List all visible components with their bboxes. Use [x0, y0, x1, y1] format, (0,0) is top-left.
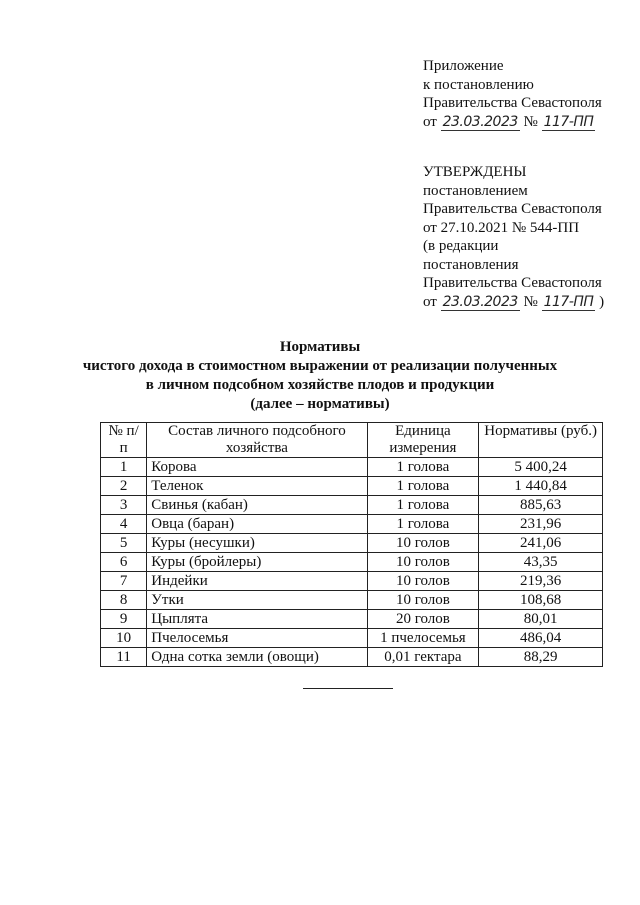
- appendix-line-3: Правительства Севастополя: [423, 95, 602, 111]
- cell-num: 6: [101, 553, 147, 572]
- approved-handwritten-date: 23.03.2023: [442, 293, 518, 310]
- cell-value: 88,29: [479, 648, 603, 667]
- approved-number-prefix: №: [523, 293, 538, 310]
- cell-unit: 1 голова: [367, 515, 479, 534]
- approved-line-5: постановления: [423, 256, 519, 273]
- header-unit: Единица измерения: [367, 423, 479, 458]
- appendix-block: [423, 57, 602, 131]
- table-row: [101, 496, 603, 515]
- approved-block: [423, 163, 604, 311]
- table-row: [101, 610, 603, 629]
- document-title: [0, 338, 640, 414]
- cell-value: 80,01: [479, 610, 603, 629]
- approved-line-2: Правительства Севастополя: [423, 201, 602, 217]
- cell-unit: 20 голов: [367, 610, 479, 629]
- cell-name: Корова: [147, 458, 367, 477]
- cell-num: 3: [101, 496, 147, 515]
- cell-value: 241,06: [479, 534, 603, 553]
- table-row: [101, 572, 603, 591]
- cell-unit: 1 голова: [367, 496, 479, 515]
- approved-line-4: (в редакции: [423, 238, 499, 254]
- approved-date-prefix: от: [423, 293, 437, 310]
- header-value: Нормативы (руб.): [479, 423, 603, 458]
- cell-value: 231,96: [479, 515, 603, 534]
- appendix-line-1: Приложение: [423, 58, 504, 74]
- cell-num: 5: [101, 534, 147, 553]
- cell-num: 4: [101, 515, 147, 534]
- appendix-handwritten-date: 23.03.2023: [442, 113, 518, 130]
- table-row: [101, 477, 603, 496]
- approved-date-line: [423, 293, 604, 312]
- appendix-line-2: к постановлению: [423, 76, 534, 93]
- header-name: Состав личного подсобного хозяйства: [147, 423, 367, 458]
- approved-handwritten-number: 117-ПП: [543, 293, 594, 310]
- approved-heading: УТВЕРЖДЕНЫ: [423, 164, 527, 180]
- cell-value: 108,68: [479, 591, 603, 610]
- title-line-3: в личном подсобном хозяйстве плодов и продукции: [145, 377, 495, 393]
- table-row: [101, 515, 603, 534]
- approved-line-1: постановлением: [423, 182, 528, 199]
- cell-name: Теленок: [147, 477, 367, 496]
- title-line-4: (далее – нормативы): [250, 396, 390, 412]
- title-line-2: чистого дохода в стоимостном выражении от реализации полученных: [82, 358, 558, 374]
- cell-unit: 0,01 гектара: [367, 648, 479, 667]
- table-row: [101, 591, 603, 610]
- cell-name: Овца (баран): [147, 515, 367, 534]
- cell-num: 7: [101, 572, 147, 591]
- cell-unit: 10 голов: [367, 553, 479, 572]
- cell-unit: 1 голова: [367, 477, 479, 496]
- cell-num: 8: [101, 591, 147, 610]
- cell-unit: 1 голова: [367, 458, 479, 477]
- table-row: [101, 458, 603, 477]
- table-header-row: [101, 423, 603, 458]
- cell-name: Куры (бройлеры): [147, 553, 367, 572]
- cell-num: 2: [101, 477, 147, 496]
- cell-unit: 10 голов: [367, 534, 479, 553]
- approved-line-3: от 27.10.2021 № 544-ПП: [423, 219, 580, 236]
- appendix-date-prefix: от: [423, 113, 437, 130]
- table-row: [101, 553, 603, 572]
- cell-value: 219,36: [479, 572, 603, 591]
- title-line-1: Нормативы: [279, 339, 361, 355]
- table-row: [101, 534, 603, 553]
- table-row: [101, 648, 603, 667]
- cell-num: 10: [101, 629, 147, 648]
- closing-divider: [303, 688, 393, 689]
- cell-unit: 10 голов: [367, 572, 479, 591]
- cell-unit: 1 пчелосемья: [367, 629, 479, 648]
- cell-name: Куры (несушки): [147, 534, 367, 553]
- cell-value: 486,04: [479, 629, 603, 648]
- cell-name: Индейки: [147, 572, 367, 591]
- cell-name: Утки: [147, 591, 367, 610]
- approved-line-6: Правительства Севастополя: [423, 275, 602, 291]
- cell-value: 5 400,24: [479, 458, 603, 477]
- cell-num: 11: [101, 648, 147, 667]
- cell-name: Свинья (кабан): [147, 496, 367, 515]
- cell-value: 43,35: [479, 553, 603, 572]
- cell-name: Цыплята: [147, 610, 367, 629]
- appendix-number-prefix: №: [523, 113, 538, 130]
- cell-unit: 10 голов: [367, 591, 479, 610]
- cell-value: 885,63: [479, 496, 603, 515]
- cell-name: Одна сотка земли (овощи): [147, 648, 367, 667]
- approved-close-paren: ): [599, 293, 605, 310]
- header-num: № п/п: [101, 423, 147, 458]
- norms-table: [100, 422, 603, 667]
- cell-name: Пчелосемья: [147, 629, 367, 648]
- appendix-date-line: [423, 113, 602, 132]
- cell-num: 1: [101, 458, 147, 477]
- table-row: [101, 629, 603, 648]
- cell-value: 1 440,84: [479, 477, 603, 496]
- cell-num: 9: [101, 610, 147, 629]
- appendix-handwritten-number: 117-ПП: [543, 113, 594, 130]
